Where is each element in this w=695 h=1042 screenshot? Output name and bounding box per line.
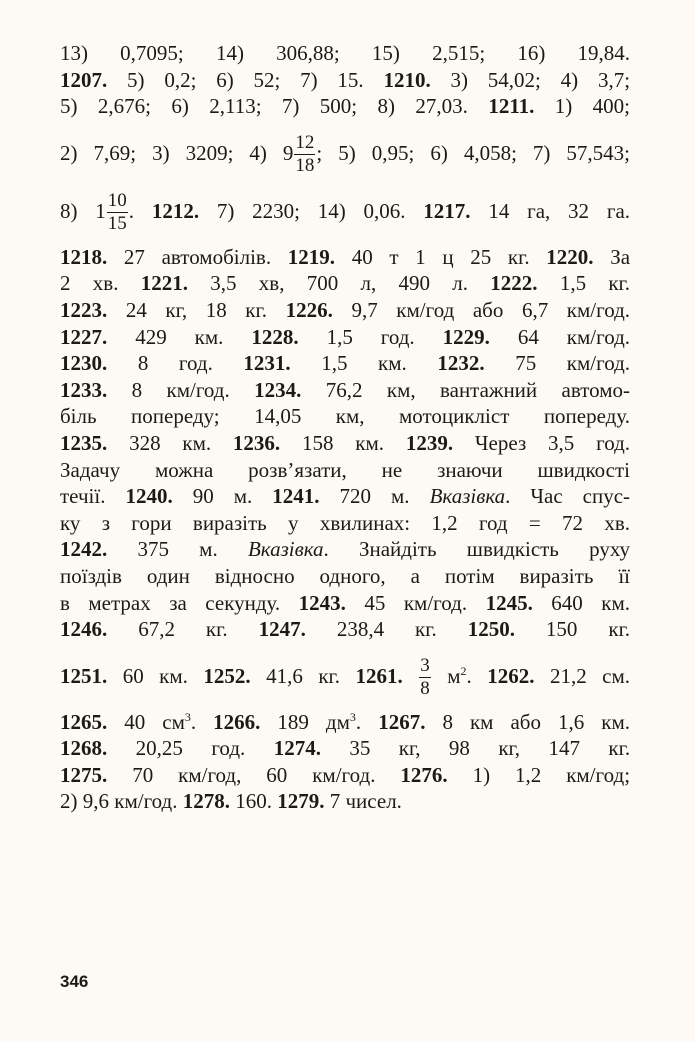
answer-text: 147 кг. <box>548 736 631 761</box>
answer-text: 238,4 кг. <box>336 617 437 642</box>
answer-text: 9,7 км/год або 6,7 км/год. <box>351 297 631 322</box>
answer-text: 1) 1,2 км/год; <box>472 762 631 787</box>
answer-text: 98 кг, <box>448 736 521 761</box>
answer-text: 720 м. <box>339 484 410 509</box>
fraction-numerator: 3 <box>420 655 430 677</box>
problem-number: 1252. <box>203 663 251 688</box>
answer-text: 90 м. <box>192 484 253 509</box>
answer-text: 8 км/год. <box>131 377 230 402</box>
answer-text: 1) 400; <box>554 94 631 119</box>
answer-text <box>277 710 361 734</box>
answer-text: . <box>355 709 362 734</box>
answer-text: 41,6 кг. <box>266 663 341 688</box>
answer-text: 76,2 км, вантажний автомо- <box>325 377 631 402</box>
answer-text: 1,5 кг. <box>559 271 631 296</box>
answer-text: 640 км. <box>551 590 630 615</box>
problem-number: 1230. <box>60 351 108 376</box>
problem-number: 1221. <box>140 271 188 296</box>
answer-text: За <box>610 244 631 269</box>
answer-line <box>60 735 630 762</box>
fraction <box>107 190 128 235</box>
answer-text: ку з гори виразіть у хвилинах: 1,2 год = 72 хв. <box>60 510 630 535</box>
answer-line <box>60 403 630 430</box>
answer-text: 5) 2,676; 6) 2,113; 7) 500; 8) 27,03. <box>60 94 468 119</box>
answer-line <box>60 270 630 297</box>
answer-text: 5) 0,2; 6) 52; 7) 15. <box>127 67 364 92</box>
problem-number: 1222. <box>490 271 538 296</box>
problem-number: 1223. <box>60 297 108 322</box>
answer-text: 14) 306,88; <box>215 41 340 65</box>
answer-line <box>60 762 630 789</box>
problem-number: 1275. <box>60 762 108 787</box>
answer-text: 328 км. <box>129 430 212 455</box>
problem-number: 1262. <box>487 663 535 688</box>
problem-number: 1226. <box>285 297 333 322</box>
answer-line <box>60 324 630 351</box>
answer-text: 24 кг, 18 кг. <box>125 297 267 322</box>
problem-number: 1239. <box>405 430 454 455</box>
problem-number: 1265. <box>60 709 108 734</box>
unit-exponent: 2 <box>460 663 467 678</box>
unit-exponent: 3 <box>349 709 356 724</box>
problem-number: 1219. <box>287 244 336 269</box>
answer-text: 1,5 год. <box>326 324 415 349</box>
problem-number: 1217. <box>423 198 471 223</box>
problem-number: 1218. <box>60 244 108 269</box>
answer-text: 64 км/год. <box>517 324 631 349</box>
answer-line <box>60 483 630 510</box>
answer-line <box>60 128 630 178</box>
answer-text: ; 5) 0,95; 6) 4,058; 7) 57,543; <box>316 140 630 165</box>
answer-text: . <box>128 198 135 223</box>
problem-number: 1212. <box>151 198 200 223</box>
answer-text: Через 3,5 год. <box>474 430 631 455</box>
problem-number: 1246. <box>60 617 108 642</box>
answer-line <box>60 563 630 590</box>
answer-text: 8) 1 <box>60 198 106 223</box>
answer-text: 67,2 кг. <box>138 617 228 642</box>
problem-number: 1251. <box>60 663 108 688</box>
fraction-numerator: 12 <box>295 132 315 154</box>
answer-line <box>60 510 630 537</box>
fraction-denominator: 8 <box>420 678 430 700</box>
answer-text: 2 хв. <box>60 271 119 296</box>
answer-line <box>60 651 630 701</box>
answer-line <box>60 536 630 563</box>
answer-text: 150 кг. <box>545 617 631 642</box>
answer-line <box>60 350 630 377</box>
problem-number: 1261. <box>355 663 403 688</box>
answer-line <box>60 590 630 617</box>
problem-number: 1231. <box>243 351 291 376</box>
answer-text: 14 га, 32 га. <box>488 198 631 223</box>
problem-number: 1210. <box>383 67 431 92</box>
problem-number: 1245. <box>485 590 533 615</box>
answer-line <box>60 377 630 404</box>
problem-number: 1279. <box>277 789 325 814</box>
answer-text: 21,2 см. <box>549 663 631 688</box>
answer-text: 16) 19,84. <box>517 41 631 65</box>
answer-text: 40 т 1 ц 25 кг. <box>351 244 530 269</box>
answer-text: течії. <box>60 484 106 509</box>
answer-text: 2) 9,6 км/год. <box>60 789 178 814</box>
answer-line <box>60 93 630 120</box>
answer-text: . <box>190 709 197 734</box>
answer-text: в метрах за секунду. <box>60 590 281 615</box>
problem-number: 1229. <box>442 324 490 349</box>
problem-number: 1235. <box>60 430 108 455</box>
unit-text: 189 дм <box>277 709 350 734</box>
fraction <box>419 655 431 700</box>
answer-line <box>60 788 630 815</box>
fraction <box>294 132 315 177</box>
unit-text: м <box>447 663 461 688</box>
answer-text: 3,5 хв, 700 л, 490 л. <box>210 271 469 296</box>
answer-text: 35 кг, <box>349 736 421 761</box>
problem-number: 1274. <box>273 736 321 761</box>
problem-number: 1232. <box>437 351 485 376</box>
answer-line <box>60 244 630 271</box>
problem-number: 1267. <box>378 709 426 734</box>
problem-number: 1211. <box>488 94 535 119</box>
answer-line <box>60 67 630 94</box>
fraction-denominator: 18 <box>295 155 315 177</box>
answer-text: 2) 7,69; 3) 3209; 4) 9 <box>60 140 294 165</box>
answer-text: 158 км. <box>301 430 385 455</box>
problem-number: 1234. <box>254 377 302 402</box>
problem-number: 1268. <box>60 736 108 761</box>
answer-text: 15) 2,515; <box>371 41 486 65</box>
answer-line <box>60 430 630 457</box>
hint-label: Вказівка <box>429 484 506 509</box>
answer-text: 45 км/год. <box>364 590 468 615</box>
problem-number: 1227. <box>60 324 108 349</box>
answer-line <box>60 297 630 324</box>
answer-text: 60 км. <box>122 663 188 688</box>
fraction-denominator: 15 <box>107 213 127 235</box>
fraction-numerator: 10 <box>107 190 127 212</box>
answer-text: 75 км/год. <box>515 351 631 376</box>
answer-text: 160. <box>235 789 272 814</box>
answer-text: 7 чисел. <box>329 789 402 814</box>
answer-text: . Час спус- <box>505 484 631 509</box>
answer-text: 3) 54,02; 4) 3,7; <box>450 67 631 92</box>
answer-text: 8 год. <box>137 351 213 376</box>
hint-label: Вказівка <box>247 537 324 562</box>
problem-number: 1220. <box>546 244 594 269</box>
answer-text: . Знайдіть швидкість руху <box>323 537 631 562</box>
answer-text: 27 автомобілів. <box>123 244 272 269</box>
unit-text: 40 см <box>124 709 185 734</box>
problem-number: 1250. <box>467 617 515 642</box>
answer-text: 1,5 км. <box>321 351 407 376</box>
answer-text: 13) 0,7095; <box>60 41 184 65</box>
answer-text: 8 км або 1,6 км. <box>442 709 630 734</box>
answer-text: . <box>466 663 472 688</box>
answer-text: 20,25 год. <box>135 736 246 761</box>
problem-number: 1241. <box>272 484 320 509</box>
answer-line <box>60 709 630 736</box>
answer-text: Задачу можна розв’язати, не знаючи швидкості <box>60 457 630 482</box>
problem-number: 1240. <box>125 484 173 509</box>
problem-number: 1243. <box>298 590 346 615</box>
answer-line <box>60 457 630 484</box>
problem-number: 1276. <box>400 762 448 787</box>
answer-line <box>60 616 630 643</box>
problem-number: 1266. <box>213 709 261 734</box>
problem-number: 1228. <box>251 324 299 349</box>
answer-text <box>447 664 472 688</box>
unit-exponent: 3 <box>184 709 191 724</box>
problem-number: 1233. <box>60 377 108 402</box>
answer-text: поїздів один відносно одного, а потім виразіть її <box>60 563 630 588</box>
answers-text <box>60 40 630 815</box>
problem-number: 1236. <box>232 430 281 455</box>
answer-text: 375 м. <box>137 537 218 562</box>
answer-text: 70 км/год, 60 км/год. <box>132 762 376 787</box>
page-number: 346 <box>60 972 89 991</box>
answer-text: 7) 2230; 14) 0,06. <box>216 198 406 223</box>
problem-number: 1247. <box>258 617 306 642</box>
problem-number: 1242. <box>60 537 108 562</box>
answer-line <box>60 186 630 236</box>
answer-line <box>60 40 630 67</box>
answer-text <box>124 710 196 734</box>
problem-number: 1278. <box>182 789 230 814</box>
answer-text: 429 км. <box>135 324 224 349</box>
problem-number: 1207. <box>60 67 108 92</box>
answer-text: біль попереду; 14,05 км, мотоцикліст попереду. <box>60 404 630 429</box>
